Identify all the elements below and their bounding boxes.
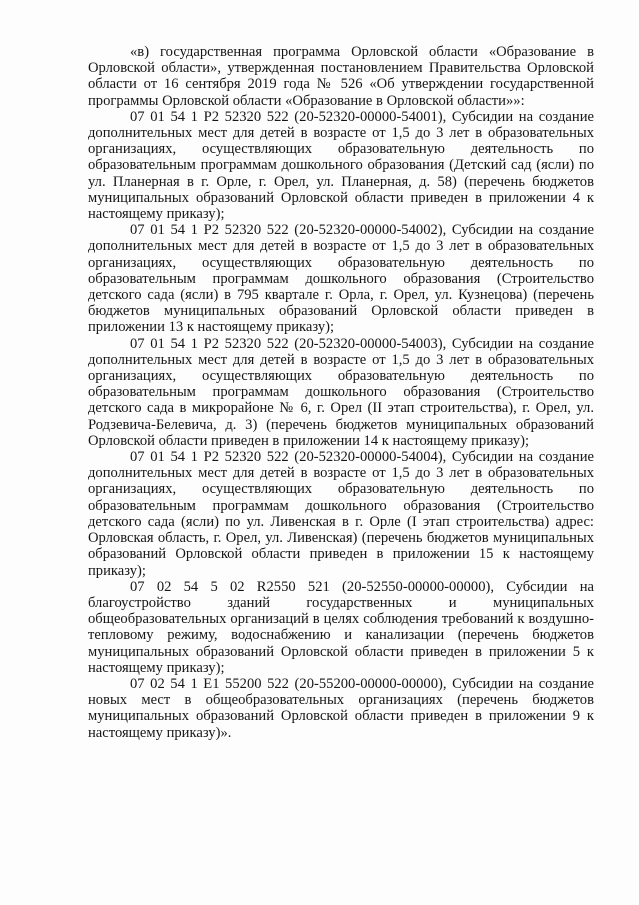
- paragraph-subsidy-54004: 07 01 54 1 P2 52320 522 (20-52320-00000-54004), Субсидии на создание дополнительных мест для детей в возрасте от 1,5 до 3 лет в образовательных организациях, осуществляющих образовательную деятельность по образовательным программам дошкольного образования (Строительство детского сада (ясли) по ул. Ливенская в г. Орле (I этап строительства) адрес: Орловская область, г. Орел, ул. Ливенская) (перечень бюджетов муниципальных образований Орловской области приведен в приложении 15 к настоящему приказу);: [88, 449, 594, 579]
- paragraph-subsidy-55200: 07 02 54 1 E1 55200 522 (20-55200-00000-00000), Субсидии на создание новых мест в общеобразовательных организациях (перечень бюджетов муниципальных образований Орловской области приведен в приложении 9 к настоящему приказу)».: [88, 675, 594, 741]
- paragraph-subsidy-52550: 07 02 54 5 02 R2550 521 (20-52550-00000-00000), Субсидии на благоустройство зданий государственных и муниципальных общеобразовательных организаций в целях соблюдения требований к воздушно-тепловому режиму, водоснабжению и канализации (перечень бюджетов муниципальных образований Орловской области приведен в приложении 5 к настоящему приказу);: [88, 578, 594, 676]
- paragraph-program-intro: «в) государственная программа Орловской области «Образование в Орловской области», утвержденная постановлением Правительства Орловской области от 16 сентября 2019 года № 526 «Об утверждении государственной программы Орловской области «Образование в Орловской области»»:: [88, 44, 594, 109]
- paragraph-subsidy-54002: 07 01 54 1 P2 52320 522 (20-52320-00000-54002), Субсидии на создание дополнительных мест для детей в возрасте от 1,5 до 3 лет в образовательных организациях, осуществляющих образовательную деятельность по образовательным программам дошкольного образования (Строительство детского сада (ясли) в 795 квартале г. Орла, г. Орел, ул. Кузнецова) (перечень бюджетов муниципальных образований Орловской области приведен в приложении 13 к настоящему приказу);: [88, 222, 594, 336]
- document-body: [88, 44, 594, 741]
- paragraph-subsidy-54001: 07 01 54 1 P2 52320 522 (20-52320-00000-54001), Субсидии на создание дополнительных мест для детей в возрасте от 1,5 до 3 лет в образовательных организациях, осуществляющих образовательную деятельность по образовательным программам дошкольного образования (Детский сад (ясли) по ул. Планерная в г. Орле, г. Орел, ул. Планерная, д. 58) (перечень бюджетов муниципальных образований Орловской области приведен в приложении 4 к настоящему приказу);: [88, 108, 594, 223]
- paragraph-subsidy-54003: 07 01 54 1 P2 52320 522 (20-52320-00000-54003), Субсидии на создание дополнительных мест для детей в возрасте от 1,5 до 3 лет в образовательных организациях, осуществляющих образовательную деятельность по образовательным программам дошкольного образования (Строительство детского сада в микрорайоне № 6, г. Орел (II этап строительства), г. Орел, ул. Родзевича-Белевича, д. 3) (перечень бюджетов муниципальных образований Орловской области приведен в приложении 14 к настоящему приказу);: [88, 335, 594, 449]
